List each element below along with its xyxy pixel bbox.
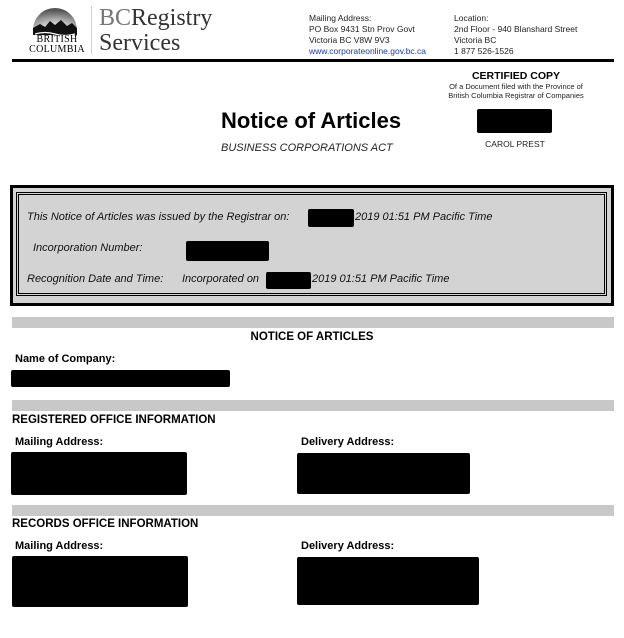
mailing-line2: Victoria BC V8W 9V3 bbox=[309, 35, 390, 45]
notice-heading: NOTICE OF ARTICLES bbox=[250, 331, 374, 343]
registered-mailing-label: Mailing Address: bbox=[15, 436, 104, 448]
records-delivery-label: Delivery Address: bbox=[301, 540, 395, 552]
certified-line2: British Columbia Registrar of Companies bbox=[448, 91, 584, 100]
recognition-suffix: 2019 01:51 PM Pacific Time bbox=[312, 273, 450, 285]
incorporation-number-label: Incorporation Number: bbox=[33, 242, 143, 254]
registrar-name: CAROL PREST bbox=[485, 139, 545, 149]
issued-date-redaction bbox=[308, 209, 354, 227]
section-divider-bar bbox=[12, 505, 614, 516]
section-divider-bar bbox=[12, 400, 614, 411]
mailing-address-block bbox=[309, 13, 426, 57]
issued-suffix: 2019 01:51 PM Pacific Time bbox=[355, 211, 493, 223]
website-link[interactable]: www.corporateonline.gov.bc.ca bbox=[309, 46, 427, 56]
brand-bc: BC bbox=[99, 5, 132, 31]
records-office-heading: RECORDS OFFICE INFORMATION bbox=[12, 518, 199, 530]
logo-divider bbox=[91, 6, 92, 54]
registered-delivery-label: Delivery Address: bbox=[301, 436, 395, 448]
header-rule bbox=[12, 59, 614, 62]
issued-line bbox=[27, 211, 289, 223]
records-mailing-label: Mailing Address: bbox=[15, 540, 104, 552]
recognition-date-redaction bbox=[266, 272, 311, 289]
registry-brand bbox=[99, 6, 212, 56]
brand-services: Services bbox=[99, 30, 181, 56]
certified-title: CERTIFIED COPY bbox=[471, 70, 561, 82]
incorporation-number-redaction bbox=[186, 241, 269, 261]
company-name-label: Name of Company: bbox=[15, 353, 116, 365]
records-mailing-redaction bbox=[12, 556, 188, 607]
mailing-line1: PO Box 9431 Stn Prov Govt bbox=[309, 24, 415, 34]
recognition-label: Recognition Date and Time: bbox=[27, 273, 164, 285]
location-line2: Victoria BC bbox=[454, 35, 497, 45]
phone-number: 1 877 526-1526 bbox=[454, 46, 514, 56]
location-label: Location: bbox=[454, 13, 489, 23]
location-block bbox=[454, 13, 577, 57]
registered-mailing-redaction bbox=[11, 452, 187, 495]
logo-line-columbia: COLUMBIA bbox=[29, 44, 85, 55]
company-name-redaction bbox=[11, 370, 230, 387]
signature-redaction bbox=[477, 109, 552, 133]
section-divider-bar bbox=[12, 317, 614, 328]
certified-line1: Of a Document filed with the Province of bbox=[449, 82, 583, 91]
registered-delivery-redaction bbox=[297, 453, 470, 494]
mailing-label: Mailing Address: bbox=[309, 13, 372, 23]
page-subtitle: BUSINESS CORPORATIONS ACT bbox=[221, 142, 393, 154]
certified-copy-block bbox=[436, 70, 596, 100]
recognition-prefix: Incorporated on bbox=[182, 273, 260, 285]
records-delivery-redaction bbox=[297, 557, 479, 605]
page-title: Notice of Articles bbox=[221, 108, 402, 133]
location-line1: 2nd Floor - 940 Blanshard Street bbox=[454, 24, 578, 34]
logo-line-british: BRITISH bbox=[36, 34, 78, 45]
brand-registry: Registry bbox=[131, 5, 213, 31]
bc-wordmark bbox=[28, 35, 86, 55]
issued-prefix: This Notice of Articles was issued by the Registrar on: bbox=[27, 211, 290, 223]
registered-office-heading: REGISTERED OFFICE INFORMATION bbox=[12, 414, 216, 426]
